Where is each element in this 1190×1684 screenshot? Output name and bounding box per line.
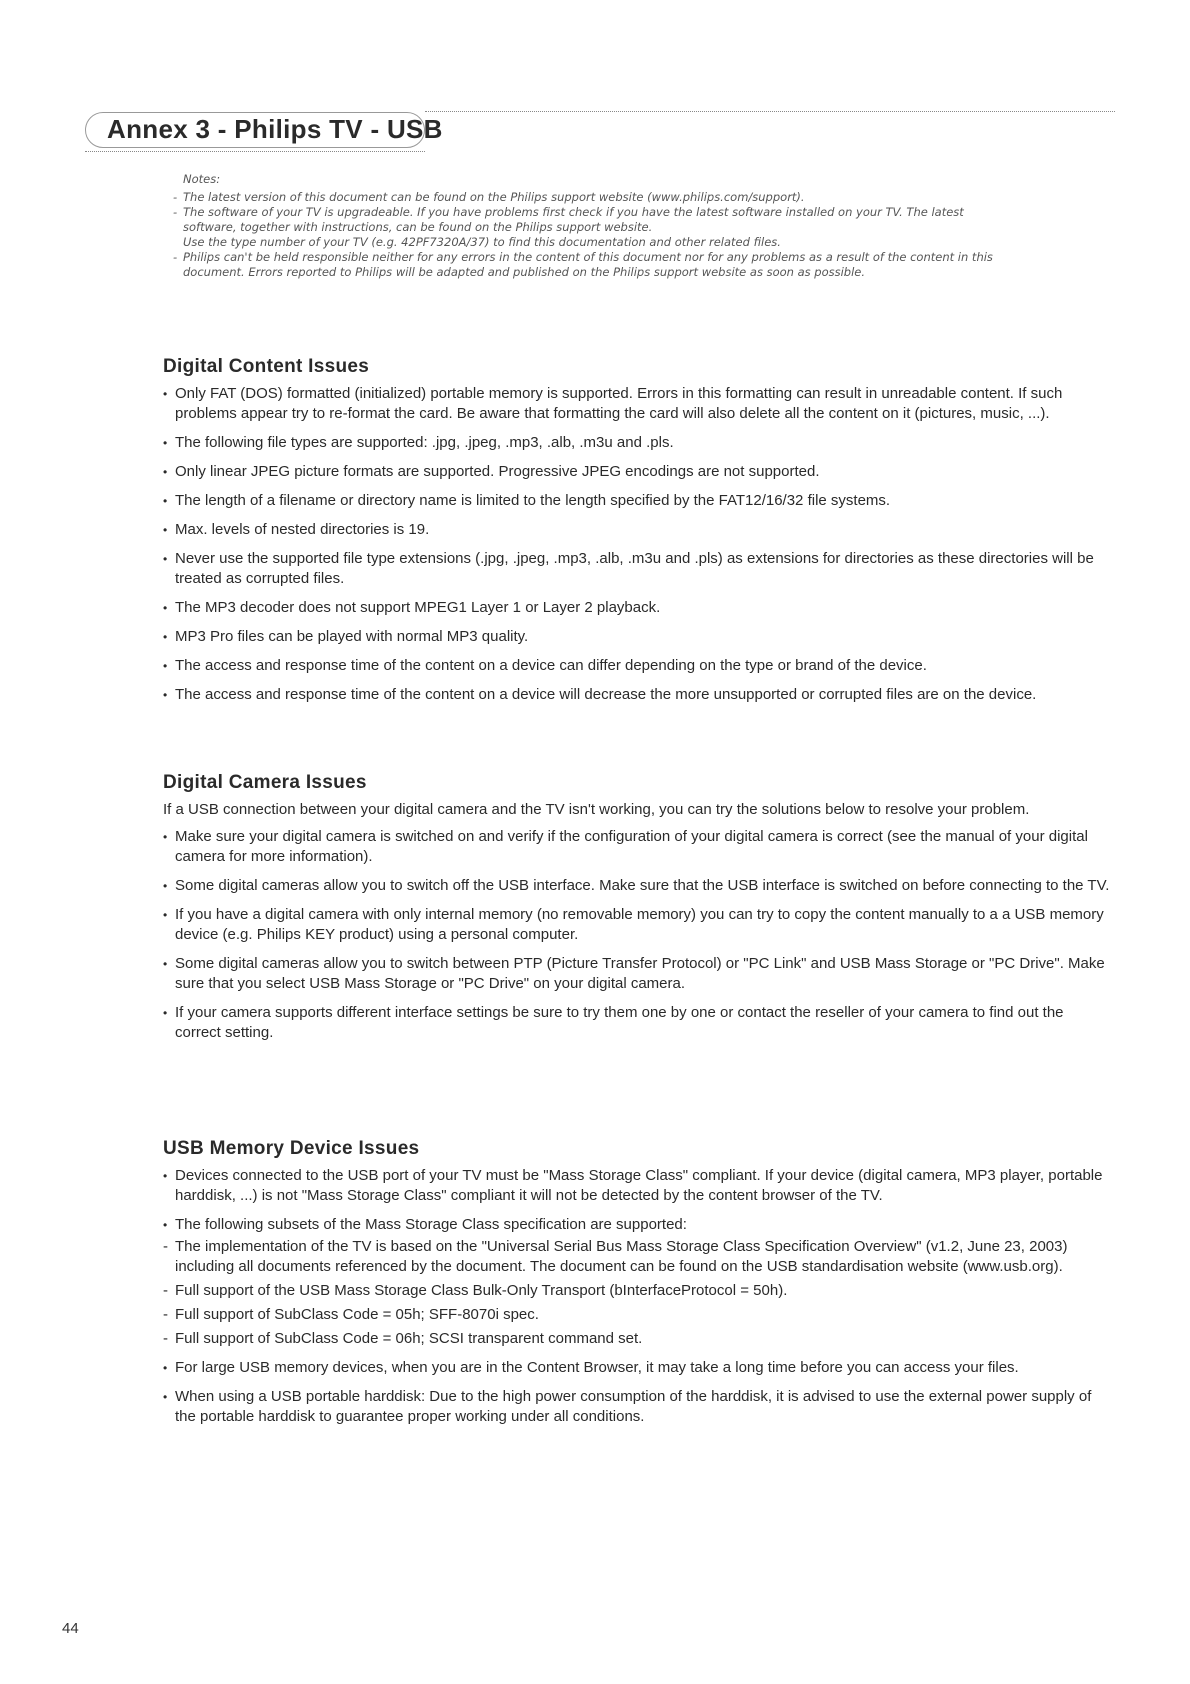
- list-item: • Make sure your digital camera is switched on and verify if the configuration of your digital camera is correct (see the manual of your digital camera for more information).: [175, 827, 1110, 867]
- sub-list: [175, 1237, 1110, 1349]
- notes-block: [183, 172, 1103, 280]
- list-item: • If your camera supports different interface settings be sure to try them one by one or contact the reseller of your camera to find out the correct setting.: [175, 1003, 1110, 1043]
- header-dotted-rule: [425, 111, 1115, 112]
- list-item: • The length of a filename or directory name is limited to the length specified by the FAT12/16/32 file systems.: [175, 491, 1110, 511]
- section-intro: If a USB connection between your digital camera and the TV isn't working, you can try the solutions below to resolve your problem.: [163, 801, 1030, 818]
- list-item: • Only linear JPEG picture formats are supported. Progressive JPEG encodings are not supported.: [175, 462, 1110, 482]
- list-item: • Some digital cameras allow you to switch between PTP (Picture Transfer Protocol) or "PC Link" and USB Mass Storage or "PC Drive". Make sure that you select USB Mass Storage or "PC Drive" on your digital camera.: [175, 954, 1110, 994]
- bullet-list: [175, 827, 1110, 1043]
- list-item: • The following file types are supported: .jpg, .jpeg, .mp3, .alb, .m3u and .pls.: [175, 433, 1110, 453]
- sub-list-item: - Full support of SubClass Code = 06h; SCSI transparent command set.: [175, 1329, 1110, 1349]
- list-item: • Max. levels of nested directories is 19.: [175, 520, 1110, 540]
- list-item: • The access and response time of the content on a device can differ depending on the type or brand of the device.: [175, 656, 1110, 676]
- list-item: • MP3 Pro files can be played with normal MP3 quality.: [175, 627, 1110, 647]
- digital-camera-section: [163, 772, 1110, 1052]
- notes-title: Notes:: [183, 172, 221, 186]
- header-dotted-underline: [85, 151, 425, 152]
- list-item: • For large USB memory devices, when you are in the Content Browser, it may take a long time before you can access your files.: [175, 1358, 1110, 1378]
- section-heading: USB Memory Device Issues: [163, 1138, 420, 1159]
- sub-list-item: - Full support of SubClass Code = 05h; SFF-8070i spec.: [175, 1305, 1110, 1325]
- sub-list-item: - Full support of the USB Mass Storage Class Bulk-Only Transport (bInterfaceProtocol = 50h).: [175, 1281, 1110, 1301]
- section-heading: Digital Content Issues: [163, 356, 370, 377]
- list-item: • Some digital cameras allow you to switch off the USB interface. Make sure that the USB interface is switched on before connecting to the TV.: [175, 876, 1110, 896]
- note-line: - Philips can't be held responsible neither for any errors in the content of this document nor for any problems as a result of the content in this: [183, 250, 1103, 265]
- list-item: • Devices connected to the USB port of your TV must be "Mass Storage Class" compliant. If your device (digital camera, MP3 player, portable harddisk, ...) is not "Mass Storage Class" compliant it will not be detected by the content browser of the TV.: [175, 1166, 1110, 1206]
- section-heading: Digital Camera Issues: [163, 772, 367, 793]
- digital-content-section: [163, 356, 1110, 714]
- note-line: document. Errors reported to Philips will be adapted and published on the Philips support website as soon as possible.: [183, 265, 866, 279]
- sub-list-item: - The implementation of the TV is based on the "Universal Serial Bus Mass Storage Class Specification Overview" (v1.2, June 23, 2003) including all documents referenced by the document. The document can be found on the USB standardisation website (www.usb.org).: [175, 1237, 1110, 1277]
- page-number: 44: [62, 1620, 79, 1637]
- bullet-list: [175, 384, 1110, 705]
- page-title: Annex 3 - Philips TV - USB: [107, 114, 443, 144]
- list-item: • When using a USB portable harddisk: Due to the high power consumption of the harddisk, it is advised to use the external power supply of the portable harddisk to guarantee proper working under all conditions.: [175, 1387, 1110, 1427]
- list-item: • The access and response time of the content on a device will decrease the more unsupported or corrupted files are on the device.: [175, 685, 1110, 705]
- note-line: - The latest version of this document can be found on the Philips support website (www.philips.com/support).: [183, 190, 1103, 205]
- note-line: - The software of your TV is upgradeable. If you have problems first check if you have the latest software installed on your TV. The latest: [183, 205, 1103, 220]
- note-line: Use the type number of your TV (e.g. 42PF7320A/37) to find this documentation and other related files.: [183, 235, 781, 249]
- list-item: [175, 1215, 1110, 1349]
- list-item: • Only FAT (DOS) formatted (initialized) portable memory is supported. Errors in this formatting can result in unreadable content. If such problems appear try to re-format the card. Be aware that formatting the card will also delete all the content on it (pictures, music, ...).: [175, 384, 1110, 424]
- page-header: [85, 108, 1115, 152]
- list-item-text: The following subsets of the Mass Storage Class specification are supported:: [175, 1216, 687, 1233]
- list-item: • Never use the supported file type extensions (.jpg, .jpeg, .mp3, .alb, .m3u and .pls) as extensions for directories as these directories will be treated as corrupted files.: [175, 549, 1110, 589]
- list-item: • The MP3 decoder does not support MPEG1 Layer 1 or Layer 2 playback.: [175, 598, 1110, 618]
- bullet-list: [175, 1166, 1110, 1427]
- usb-memory-section: [163, 1138, 1110, 1436]
- note-line: software, together with instructions, can be found on the Philips support website.: [183, 220, 653, 234]
- list-item: • If you have a digital camera with only internal memory (no removable memory) you can try to copy the content manually to a a USB memory device (e.g. Philips KEY product) using a personal computer.: [175, 905, 1110, 945]
